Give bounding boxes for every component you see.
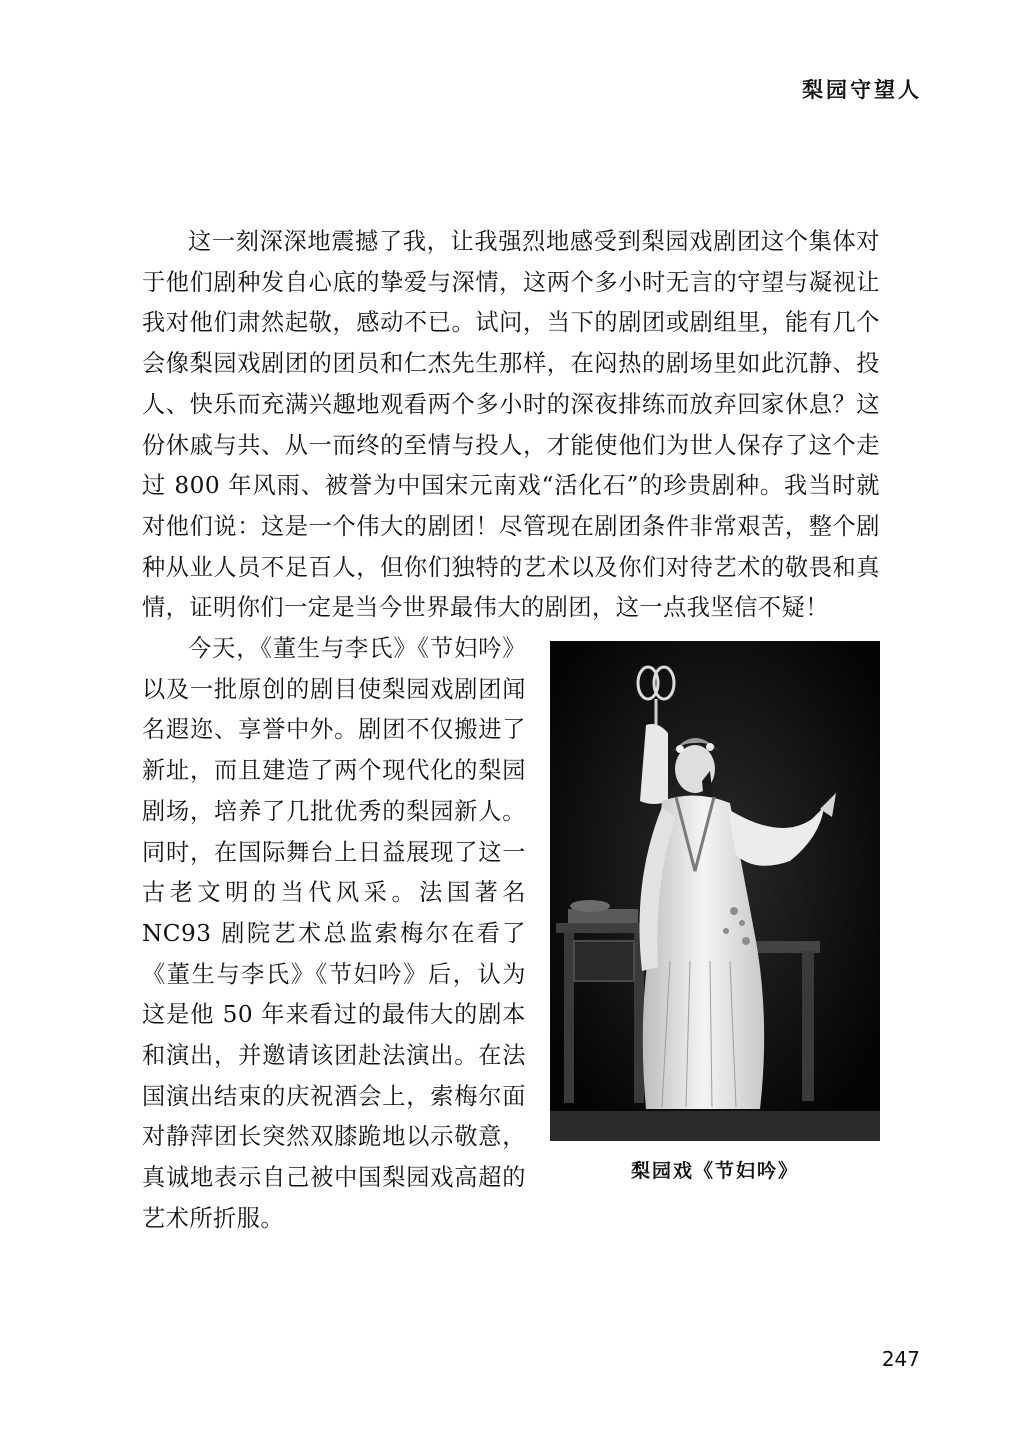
figure <box>550 641 880 1192</box>
figure-caption: 梨园戏《节妇吟》 <box>630 1160 799 1183</box>
opera-performance-photo <box>550 641 880 1141</box>
paragraph: 今天，《董生与李氏》《节妇吟》以及一批原创的剧目使梨园戏剧团闻名遐迩、享誉中外。剧团不仅搬进了新址，而且建造了两个现代化的梨园剧场，培养了几批优秀的梨园新人。同时，在国际舞台上日益展现了这一古老文明的当代风采。法国著名 NC93 剧院艺术总监索梅尔在看了《董生与李氏》《节妇吟》后，认为这是他 50 年来看过的最伟大的剧本和演出，并邀请该团赴法演出。在法国演出结束的庆祝酒会上，索梅尔面对静萍团长突然双膝跪地以示敬意，真诚地表示自己被中国梨园戏高超的艺术所折服。 <box>142 635 526 1232</box>
running-header: 梨园守望人 <box>802 78 922 102</box>
body-text <box>142 222 880 1240</box>
paragraph: 这一刻深深地震撼了我，让我强烈地感受到梨园戏剧团这个集体对于他们剧种发自心底的挚爱与深情，这两个多小时无言的守望与凝视让我对他们肃然起敬，感动不已。试问，当下的剧团或剧组里，能有几个会像梨园戏剧团的团员和仁杰先生那样，在闷热的剧场里如此沉静、投人、快乐而充满兴趣地观看两个多小时的深夜排练而放弃回家休息？这份休戚与共、从一而终的至情与投人，才能使他们为世人保存了这个走过 800 年风雨、被誉为中国宋元南戏“活化石”的珍贵剧种。我当时就对他们说：这是一个伟大的剧团！尽管现在剧团条件非常艰苦，整个剧种从业人员不足百人，但你们独特的艺术以及你们对待艺术的敬畏和真情，证明你们一定是当今世界最伟大的剧团，这一点我坚信不疑！ <box>142 228 880 622</box>
page-number: 247 <box>881 1347 920 1371</box>
